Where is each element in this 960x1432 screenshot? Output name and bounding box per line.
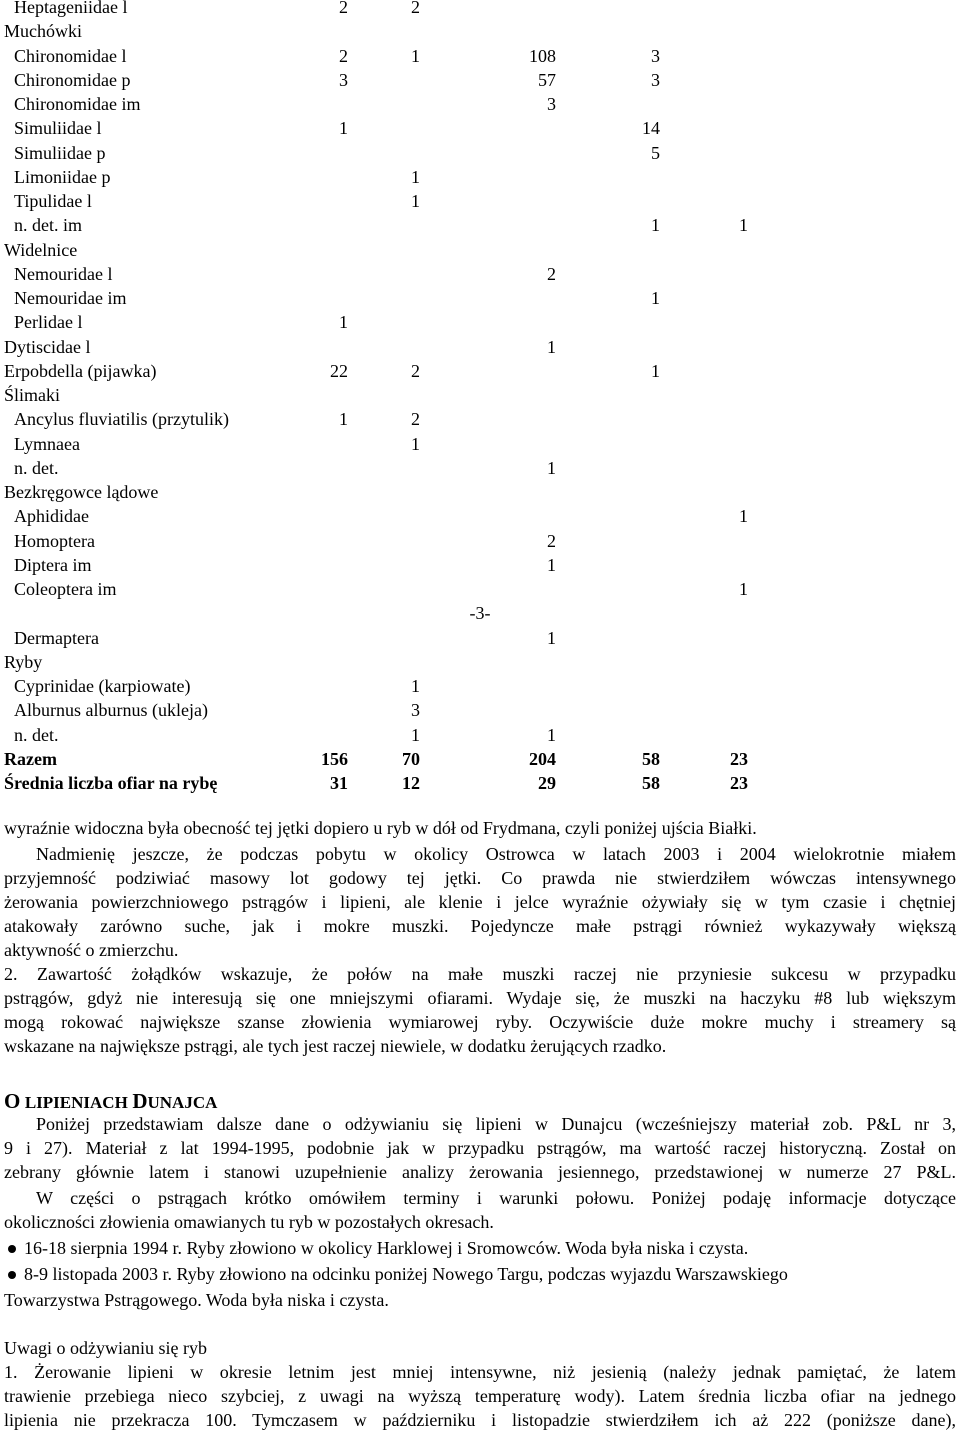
- paragraph-line: W części o pstrągach krótko omówiłem terminy i warunki połowu. Poniżej podaję informacje dotyczące: [36, 1188, 956, 1208]
- table-cell: 1: [547, 554, 556, 575]
- row-label: Cyprinidae (karpiowate): [14, 676, 191, 696]
- row-label: Chironomidae im: [14, 94, 141, 114]
- table-cell: 1: [739, 579, 748, 599]
- subheading: Uwagi o odżywianiu się ryb: [4, 1338, 207, 1358]
- table-cell: 1: [651, 360, 660, 381]
- table-cell: 57: [538, 69, 556, 90]
- table-cell: 23: [730, 773, 748, 793]
- row-label: Erpobdella (pijawka): [4, 360, 157, 381]
- paragraph-line: wyraźnie widoczna była obecność tej jętki dopiero u ryb w dół od Frydmana, czyli poniżej ujścia Białki.: [4, 818, 757, 838]
- row-label: n. det. im: [14, 215, 82, 236]
- row-label: Ancylus fluviatilis (przytulik): [14, 409, 229, 430]
- row-label: Chironomidae p: [14, 69, 131, 90]
- row-label: n. det.: [14, 457, 59, 478]
- bullet-item: [4, 1236, 956, 1260]
- table-cell: 1: [411, 724, 420, 745]
- paragraph-line: lipienia nie przekracza 100. Tymczasem w październiku i listopadzie stwierdziłem ich aż 222 (poniższe dane),: [4, 1410, 956, 1430]
- table-cell: 1: [339, 118, 348, 139]
- row-label: Alburnus alburnus (ukleja): [14, 700, 208, 721]
- table-row: [0, 529, 960, 553]
- bullet-icon: [8, 1245, 16, 1253]
- row-label: Limoniidae p: [14, 166, 111, 187]
- table-cell: 2: [339, 0, 348, 17]
- table-cell: 1: [411, 676, 420, 696]
- paragraph-line: okoliczności złowienia omawianych tu ryb w pozostałych okresach.: [4, 1212, 494, 1232]
- heading-part: D: [132, 1089, 148, 1113]
- paragraph-line: 1. Żerowanie lipieni w okresie letnim jest mniej intensywne, niż jesienią (należy jednak pamiętać, że latem: [4, 1362, 956, 1382]
- table-row: [0, 0, 960, 19]
- table-cell: 2: [547, 263, 556, 284]
- row-label: Diptera im: [14, 554, 92, 575]
- table-cell: 22: [330, 360, 348, 381]
- paragraph-line: Nadmienię jeszcze, że podczas pobytu w okolicy Ostrowca w latach 2003 i 2004 wielokrotnie miałem: [36, 844, 956, 864]
- page-number-text: -3-: [469, 603, 491, 624]
- paragraph-line: 9 i 27). Materiał z lat 1994-1995, podobnie jak w przypadku pstrągów, ma wartość raczej historyczną. Został on: [4, 1138, 956, 1158]
- table-row: [0, 456, 960, 480]
- table-cell: 3: [411, 700, 420, 721]
- table-cell: 1: [339, 312, 348, 333]
- table-row: [0, 674, 960, 698]
- table-cell: 31: [330, 773, 348, 793]
- table-row: [0, 262, 960, 286]
- page-number: [0, 601, 960, 625]
- table-cell: 1: [651, 288, 660, 308]
- paragraph-line: atakowały zarówno suche, jak i mokre muszki. Pojedyncze małe pstrągi również wykazywały większą: [4, 916, 956, 936]
- bullet-icon: [8, 1271, 16, 1279]
- table-cell: 1: [411, 45, 420, 66]
- row-label: Homoptera: [14, 530, 95, 551]
- row-label: Razem: [4, 748, 57, 769]
- row-label: Nemouridae im: [14, 288, 127, 308]
- row-label: Simuliidae l: [14, 118, 102, 139]
- table-row: [0, 577, 960, 601]
- table-row: [0, 407, 960, 431]
- row-label: Lymnaea: [14, 433, 80, 454]
- table-row: [0, 213, 960, 237]
- table-row: [0, 310, 960, 334]
- row-label: Widelnice: [4, 239, 78, 260]
- table-row: [0, 747, 960, 771]
- table-cell: 58: [642, 773, 660, 793]
- table-row: [0, 92, 960, 116]
- table-cell: 5: [651, 142, 660, 163]
- table-cell: 70: [402, 748, 420, 769]
- row-label: Nemouridae l: [14, 263, 113, 284]
- table-row: [0, 116, 960, 140]
- row-label: Tipulidae l: [14, 191, 92, 211]
- paragraph-line: aktywność o zmierzchu.: [4, 940, 179, 960]
- table-cell: 1: [651, 215, 660, 236]
- table-row: [0, 44, 960, 68]
- table-cell: 1: [411, 433, 420, 454]
- paragraph-line: pstrągów, gdyż nie interesują się one mniejszymi ofiarami. Wydaje się, że muszki na haczyku #8 lub większym: [4, 988, 956, 1008]
- table-cell: 23: [730, 748, 748, 769]
- row-label: n. det.: [14, 724, 59, 745]
- table-row: [0, 141, 960, 165]
- bullet-text: 16-18 sierpnia 1994 r. Ryby złowiono w okolicy Harklowej i Sromowców. Woda była niska i czysta.: [24, 1238, 749, 1258]
- row-label: Średnia liczba ofiar na rybę: [4, 773, 218, 793]
- row-label: Aphididae: [14, 506, 89, 527]
- table-cell: 156: [321, 748, 348, 769]
- row-label: Dytiscidae l: [4, 336, 91, 357]
- table-cell: 3: [651, 69, 660, 90]
- paragraph-line: Poniżej przedstawiam dalsze dane o odżywianiu się lipieni w Dunajcu (wcześniejszy materiał zob. P&L nr 3,: [36, 1114, 956, 1134]
- table-row: [0, 480, 960, 504]
- heading-part: O: [4, 1089, 21, 1113]
- table-cell: 1: [411, 191, 420, 211]
- row-label: Simuliidae p: [14, 142, 106, 163]
- row-label: Bezkręgowce lądowe: [4, 482, 159, 502]
- table-row: [0, 650, 960, 674]
- row-label: Coleoptera im: [14, 579, 117, 599]
- paragraph-line: przyjemność podziwiać masowy lot godowy tej jętki. Co prawda nie stwierdziłem wówczas intensywnego: [4, 868, 956, 888]
- paragraph-line: wskazane na największe pstrągi, ale tych jest raczej niewiele, w dodatku żerujących rzadko.: [4, 1036, 667, 1056]
- row-label: Ryby: [4, 651, 43, 672]
- table-row: [0, 68, 960, 92]
- table-cell: 2: [547, 530, 556, 551]
- row-label: Heptageniidae l: [14, 0, 128, 17]
- table-cell: 3: [547, 94, 556, 114]
- table-cell: 2: [411, 0, 420, 17]
- bullet-item: [4, 1262, 956, 1286]
- row-label: Ślimaki: [4, 385, 61, 405]
- bullet-text: 8-9 listopada 2003 r. Ryby złowiono na odcinku poniżej Nowego Targu, podczas wyjazdu Warszawskiego: [24, 1264, 788, 1284]
- table-row: [0, 359, 960, 383]
- paragraph-line: 2. Zawartość żołądków wskazuje, że połów na małe muszki raczej nie przyniesie sukcesu w przypadku: [4, 964, 956, 984]
- table-row: [0, 286, 960, 310]
- paragraph-line: trawienie przebiega nieco szybciej, z uwagi na wyższą temperaturę wody). Latem średnia liczba ofiar na jednego: [4, 1386, 956, 1406]
- row-label: Dermaptera: [14, 627, 99, 648]
- table-cell: 1: [547, 457, 556, 478]
- paragraph-line: zebrany głównie latem i stanowi uzupełnienie analizy żerowania jesiennego, przedstawionej w numerze 27 P&L.: [4, 1162, 956, 1182]
- table-cell: 204: [529, 748, 556, 769]
- table-row: [0, 165, 960, 189]
- table-row: [0, 335, 960, 359]
- table-row: [0, 19, 960, 43]
- table-row: [0, 723, 960, 747]
- table-cell: 108: [529, 45, 556, 66]
- table-cell: 1: [547, 724, 556, 745]
- table-row: [0, 238, 960, 262]
- table-row: [0, 771, 960, 795]
- paragraph-line: żerowania powierzchniowego pstrągów i lipieni, ale klenie i jelce wyraźnie ożywiały się w tym czasie i chętniej: [4, 892, 956, 912]
- table-cell: 1: [411, 166, 420, 187]
- table-cell: 1: [339, 409, 348, 430]
- table-row: [0, 189, 960, 213]
- paragraph-line: Towarzystwa Pstrągowego. Woda była niska i czysta.: [4, 1290, 389, 1310]
- paragraph-line: mogą rokować największe szanse złowienia wymiarowej ryby. Oczywiście duże mokre muchy i streamery są: [4, 1012, 956, 1032]
- table-cell: 29: [538, 773, 556, 793]
- table-row: [0, 432, 960, 456]
- row-label: Muchówki: [4, 21, 82, 42]
- table-cell: 1: [547, 627, 556, 648]
- table-cell: 14: [642, 118, 660, 139]
- table-row: [0, 553, 960, 577]
- heading-part: LIPIENIACH: [24, 1093, 128, 1112]
- table-row: [0, 383, 960, 407]
- table-cell: 2: [411, 360, 420, 381]
- table-cell: 1: [739, 215, 748, 236]
- table-cell: 1: [739, 506, 748, 527]
- table-cell: 2: [339, 45, 348, 66]
- table-cell: 58: [642, 748, 660, 769]
- table-cell: 12: [402, 773, 420, 793]
- table-row: [0, 698, 960, 722]
- row-label: Chironomidae l: [14, 45, 127, 66]
- table-cell: 3: [651, 45, 660, 66]
- table-cell: 3: [339, 69, 348, 90]
- table-row: [0, 626, 960, 650]
- heading-part: UNAJCA: [147, 1093, 218, 1112]
- table-cell: 2: [411, 409, 420, 430]
- row-label: Perlidae l: [14, 312, 83, 333]
- table-row: [0, 504, 960, 528]
- table-cell: 1: [547, 336, 556, 357]
